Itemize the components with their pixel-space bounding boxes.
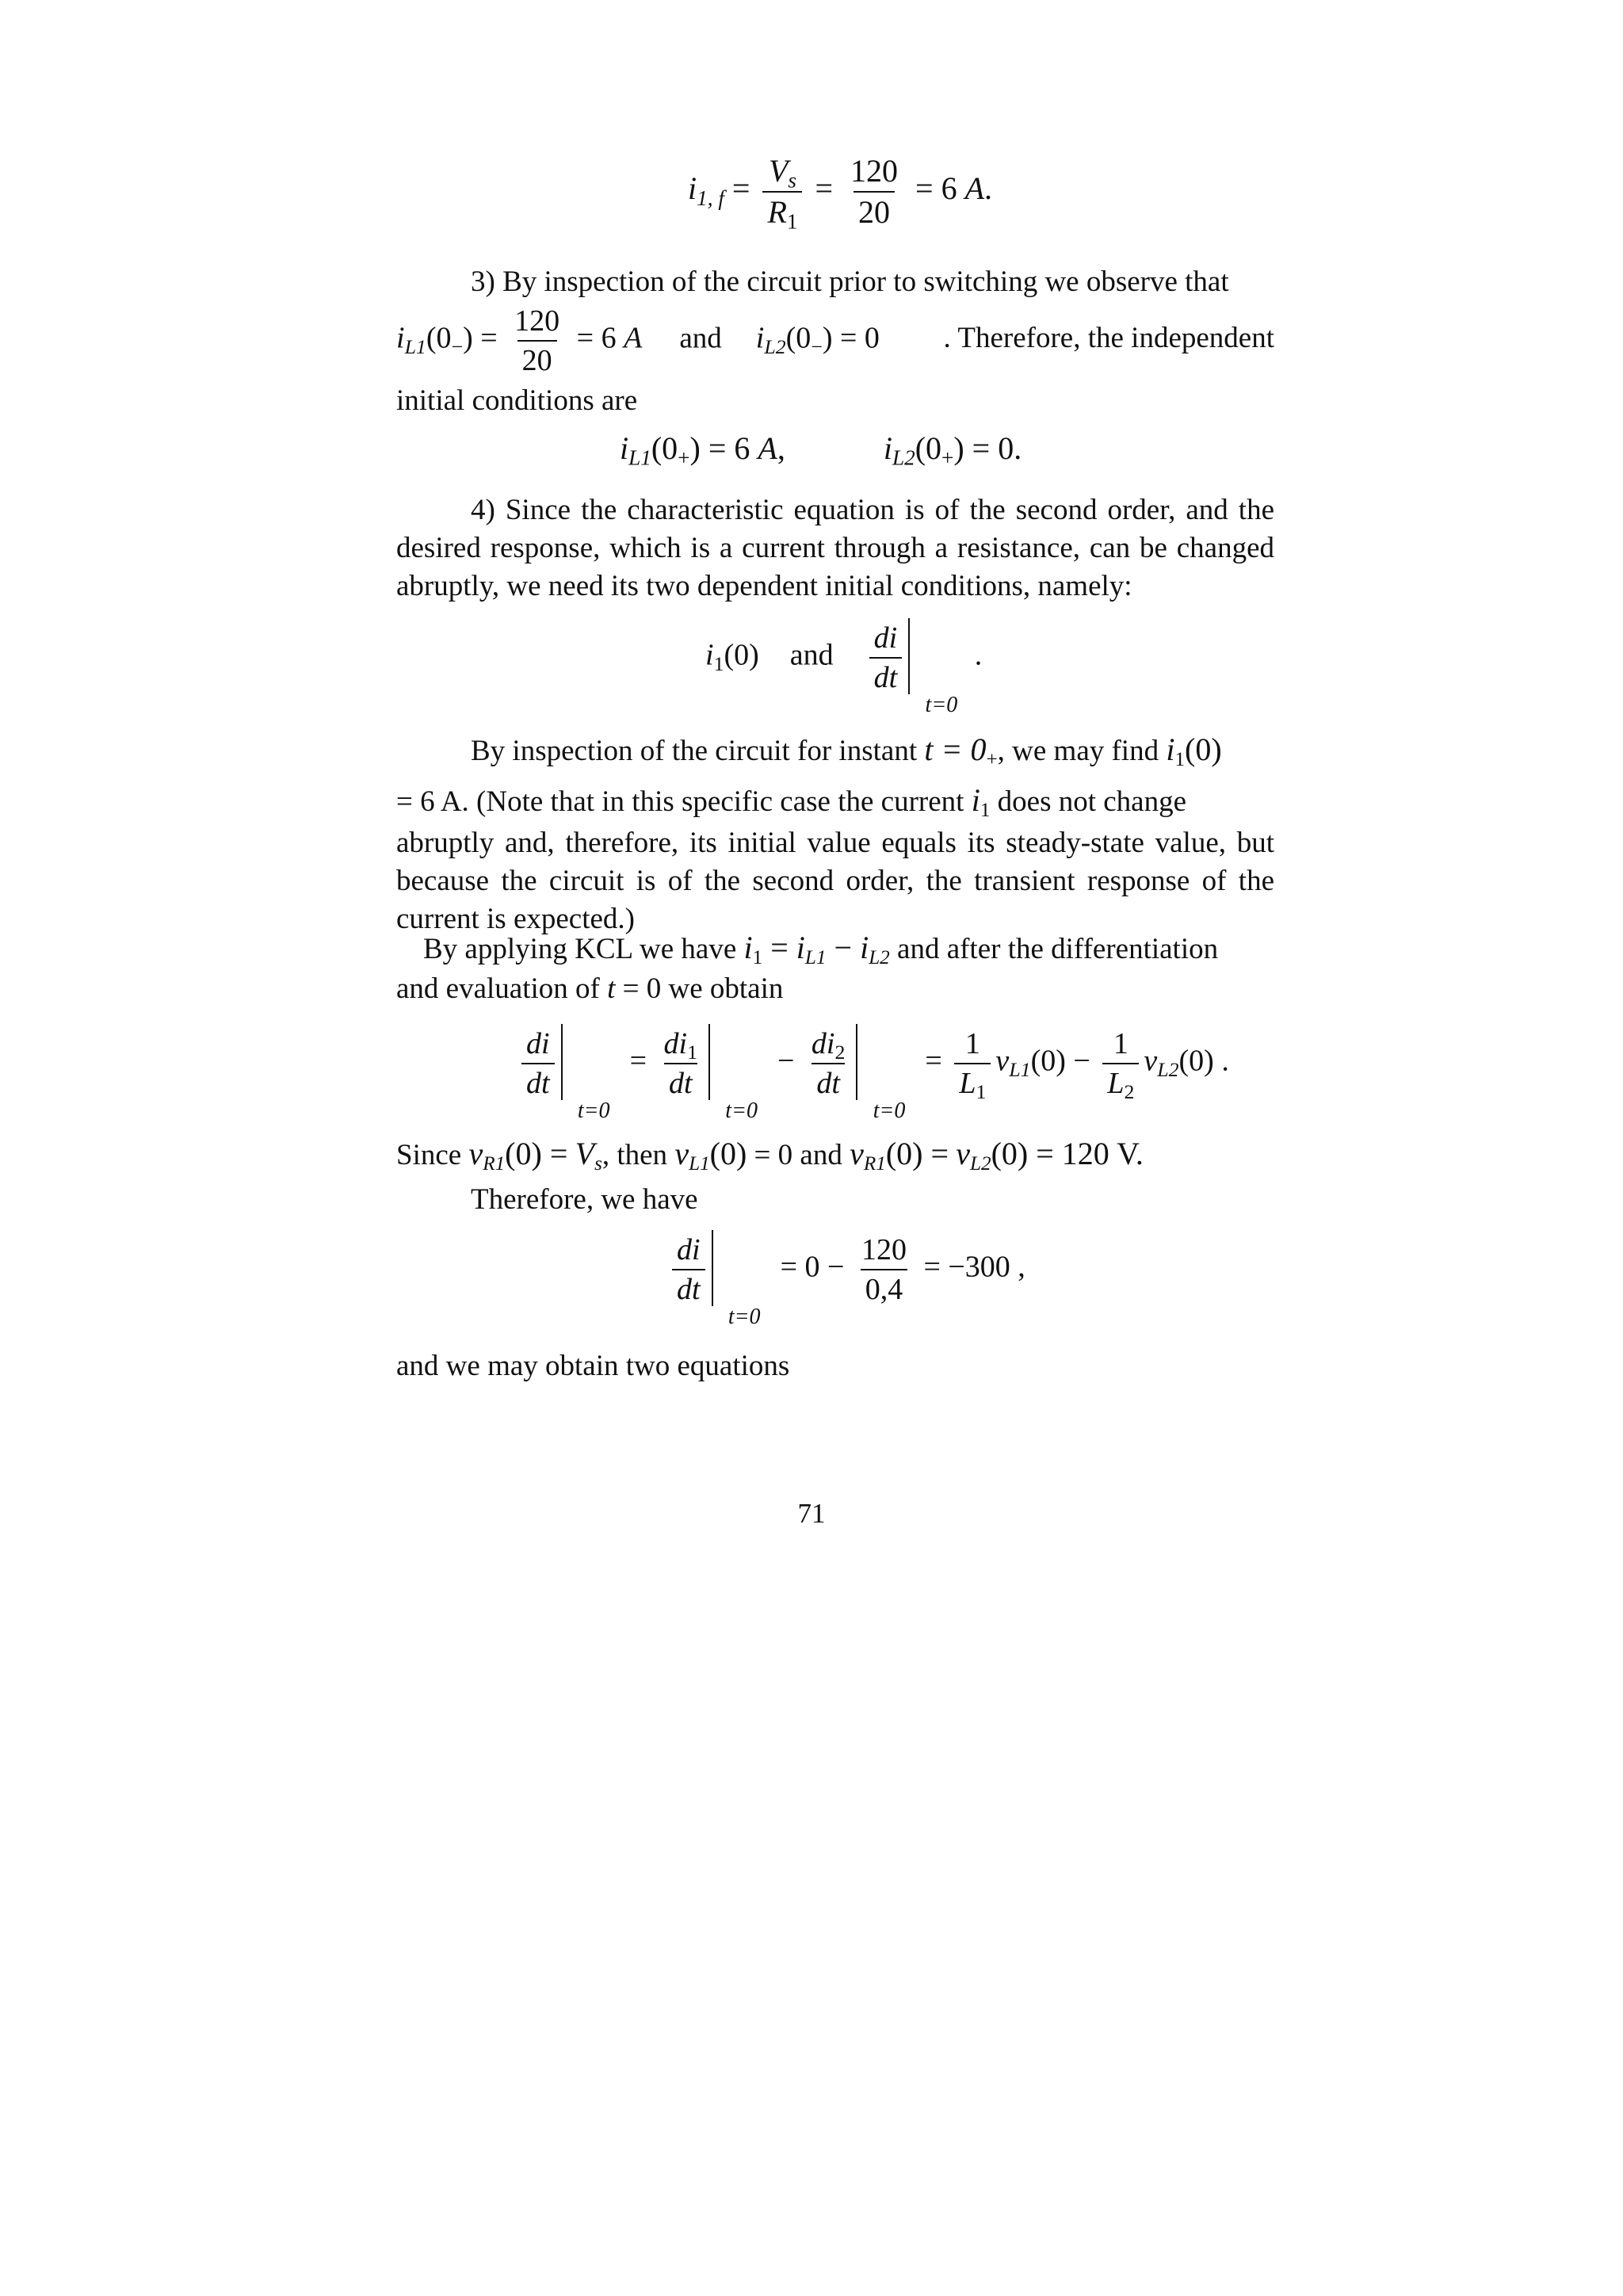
para-text: abruptly and, therefore, its initial value equals its steady-state value, but because the circuit is of the second order, the transient response of the current is expected.) bbox=[396, 827, 1274, 935]
fraction-1-l1 bbox=[954, 1027, 991, 1104]
para-text: . Therefore, the independent bbox=[943, 322, 1274, 354]
eq-sign: = bbox=[762, 930, 796, 965]
frac-den: L bbox=[959, 1067, 976, 1100]
equation-differentiation bbox=[517, 1027, 1229, 1123]
eq-sub: L1 bbox=[628, 445, 651, 470]
eq-var: v bbox=[674, 1136, 689, 1171]
frac-den: L bbox=[1107, 1067, 1125, 1100]
fraction-di-dt bbox=[521, 1029, 555, 1098]
eq-arg-sub: − bbox=[451, 334, 464, 358]
eq-end: . bbox=[1014, 430, 1022, 466]
eq-var: v bbox=[995, 1044, 1010, 1078]
fraction-vs-r1 bbox=[762, 153, 802, 234]
eq-sub: L2 bbox=[869, 947, 890, 969]
eq-arg: (0) = 120 V. bbox=[991, 1136, 1144, 1171]
fraction-di-dt bbox=[672, 1235, 705, 1305]
eq-arg-sub: − bbox=[811, 334, 823, 358]
eval-bar bbox=[561, 1024, 563, 1100]
eq-rhs: ) = 0 bbox=[953, 430, 1014, 466]
eq-arg-sub: + bbox=[941, 445, 954, 470]
frac-num-sub: s bbox=[788, 168, 796, 193]
para-text: = 6 A. (Note that in this specific case the current bbox=[396, 785, 964, 818]
eq-result: = 6 bbox=[576, 321, 617, 355]
eval-bar bbox=[708, 1024, 710, 1100]
eq-sub: L1 bbox=[1009, 1057, 1031, 1081]
frac-num: 1 bbox=[964, 1027, 980, 1060]
eq-arg: (0 bbox=[426, 321, 452, 355]
para-text: does not change bbox=[997, 785, 1187, 818]
paragraph-5-line1 bbox=[471, 732, 1274, 771]
frac-den-var: R bbox=[767, 194, 787, 230]
eq-arg: (0) = bbox=[885, 1136, 949, 1171]
fraction-120-04 bbox=[857, 1235, 911, 1305]
frac-num-var: V bbox=[768, 153, 789, 189]
eq-arg: (0) bbox=[724, 638, 759, 672]
eq-comma: , bbox=[777, 430, 785, 466]
eval-subscript: t=0 bbox=[925, 693, 958, 717]
frac-den: 20 bbox=[517, 340, 557, 376]
paragraph-6-line2 bbox=[396, 970, 1274, 1008]
eq-arg: (0 bbox=[651, 430, 678, 466]
equation-initial-plus bbox=[620, 430, 1022, 470]
eq-var: v bbox=[1144, 1044, 1158, 1078]
eq-sub: 1, f bbox=[697, 185, 724, 210]
frac-num-sub: 1 bbox=[687, 1041, 697, 1064]
frac-num: 120 bbox=[850, 153, 899, 189]
eq-sub: L2 bbox=[764, 334, 786, 358]
paragraph-7 bbox=[396, 1136, 1144, 1175]
eq-arg-close: ) = bbox=[463, 321, 498, 355]
eq-sub: 1 bbox=[713, 651, 724, 675]
para-text: = 0 we obtain bbox=[622, 972, 784, 1005]
eq-rhs: = −300 , bbox=[923, 1250, 1025, 1284]
eq-var: v bbox=[850, 1136, 864, 1171]
frac-den: dt bbox=[672, 1269, 705, 1305]
eq-var: i bbox=[688, 170, 697, 207]
eq-t-sub: + bbox=[986, 749, 998, 771]
eq-sub: R1 bbox=[863, 1153, 886, 1175]
paragraph-4 bbox=[396, 491, 1274, 606]
eq-sign: = bbox=[815, 170, 834, 207]
para-text: and we may obtain two equations bbox=[396, 1350, 790, 1382]
eq-var: i bbox=[860, 930, 869, 965]
eq-sub: L1 bbox=[804, 947, 827, 969]
paragraph-6-line1 bbox=[423, 930, 1274, 969]
eq-arg: (0) = bbox=[505, 1136, 568, 1171]
equation-result bbox=[667, 1233, 1025, 1329]
eq-sign: = bbox=[731, 170, 750, 207]
eval-subscript: t=0 bbox=[727, 1305, 761, 1329]
eval-bar bbox=[712, 1230, 713, 1306]
frac-num: di bbox=[663, 1027, 688, 1060]
eq-sub: s bbox=[594, 1153, 602, 1175]
eq-result: 6 bbox=[941, 170, 957, 207]
frac-num: di bbox=[677, 1233, 701, 1266]
para-text: , we may find bbox=[997, 735, 1159, 767]
eval-subscript: t=0 bbox=[725, 1098, 758, 1123]
derivative-eval bbox=[667, 1233, 761, 1329]
para-text: = 0 and bbox=[754, 1139, 842, 1171]
eq-sub: L2 bbox=[970, 1153, 991, 1175]
para-text: Therefore, we have bbox=[471, 1183, 698, 1216]
paragraph-8 bbox=[471, 1181, 1274, 1219]
derivative-eval bbox=[802, 1027, 906, 1123]
eq-sign: = bbox=[925, 1044, 942, 1078]
eq-sub: 1 bbox=[752, 947, 763, 969]
fraction-di-dt bbox=[869, 623, 903, 693]
para-text: and bbox=[679, 322, 722, 355]
para-text: and after the differentiation bbox=[897, 933, 1219, 965]
eq-sign: = bbox=[629, 1044, 647, 1078]
fraction-120-20 bbox=[846, 155, 903, 228]
eq-rhs: = 0 − bbox=[780, 1250, 845, 1284]
derivative-eval bbox=[517, 1027, 610, 1123]
eq-var: i bbox=[1166, 732, 1175, 767]
frac-num: di bbox=[526, 1027, 550, 1060]
eq-end: . bbox=[984, 170, 993, 207]
frac-num: 120 bbox=[514, 304, 560, 338]
eq-sub: L1 bbox=[404, 334, 426, 358]
eq-sub: 1 bbox=[1174, 749, 1186, 771]
eq-var: i bbox=[705, 638, 714, 672]
paragraph-3-line1 bbox=[396, 263, 1274, 301]
frac-den: dt bbox=[812, 1063, 845, 1098]
paragraph-5-line2 bbox=[396, 782, 1274, 822]
eq-arg: (0) − bbox=[1030, 1044, 1090, 1078]
frac-den-sub: 2 bbox=[1124, 1080, 1135, 1104]
eq-arg: (0 bbox=[915, 430, 942, 466]
eq-unit: A bbox=[964, 170, 985, 207]
eq-arg-close: ) = 0 bbox=[822, 321, 880, 355]
para-text: Since bbox=[396, 1139, 462, 1171]
eq-var: v bbox=[956, 1136, 971, 1171]
eq-sub: L1 bbox=[689, 1153, 710, 1175]
fraction-1-l2 bbox=[1102, 1027, 1139, 1104]
eq-var: v bbox=[468, 1136, 483, 1171]
para-text: 4) Since the characteristic equation is of the second order, and the desired response, which is a current through a resistance, can be changed abruptly, we need its two dependent initial conditions, namely: bbox=[396, 494, 1274, 602]
eq-unit: A bbox=[624, 321, 643, 355]
eq-sub: R1 bbox=[483, 1153, 506, 1175]
eq-var: i bbox=[796, 930, 805, 965]
eval-subscript: t=0 bbox=[577, 1098, 610, 1123]
para-text: 3) By inspection of the circuit prior to switching we observe that bbox=[471, 266, 1229, 298]
para-text: By inspection of the circuit for instant bbox=[471, 735, 918, 767]
eq-var: i bbox=[743, 930, 753, 965]
eq-sign: − bbox=[777, 1044, 795, 1078]
paragraph-9 bbox=[396, 1347, 1274, 1385]
eq-var: i bbox=[971, 782, 980, 818]
eq-sub: L2 bbox=[1157, 1057, 1179, 1081]
eq-unit: A bbox=[758, 430, 777, 466]
frac-den: dt bbox=[521, 1063, 555, 1098]
eq-var: t bbox=[607, 972, 616, 1005]
frac-den: 0,4 bbox=[861, 1269, 908, 1305]
eq-var: i bbox=[883, 430, 892, 466]
frac-den-sub: 1 bbox=[976, 1080, 987, 1104]
frac-den: dt bbox=[869, 657, 903, 693]
eq-var: i bbox=[620, 430, 629, 466]
eq-rhs: ) = 6 bbox=[689, 430, 750, 466]
eq-var: i bbox=[396, 321, 405, 355]
para-text: initial conditions are bbox=[396, 384, 638, 417]
equation-namely bbox=[705, 621, 983, 717]
frac-den-sub: 1 bbox=[786, 209, 798, 234]
eq-var: i bbox=[755, 321, 765, 355]
eq-sub: 1 bbox=[980, 800, 991, 822]
page-number: 71 bbox=[797, 1498, 826, 1529]
frac-num: 120 bbox=[861, 1233, 907, 1266]
frac-num: di bbox=[811, 1027, 835, 1060]
eq-sign: = bbox=[915, 170, 934, 207]
eq-end: . bbox=[974, 638, 983, 672]
frac-den: dt bbox=[664, 1063, 697, 1098]
paragraph-3-line3 bbox=[396, 382, 1274, 420]
derivative-eval bbox=[865, 621, 958, 717]
eq-and: and bbox=[789, 638, 834, 672]
eq-arg: (0 bbox=[785, 321, 812, 355]
eq-arg: (0) bbox=[1185, 732, 1222, 767]
eq-t: t = 0 bbox=[924, 732, 987, 767]
equation-i1f bbox=[688, 153, 993, 234]
equation-initial-minus bbox=[396, 306, 880, 376]
fraction-120-20 bbox=[510, 306, 564, 376]
eq-arg: (0) . bbox=[1178, 1044, 1229, 1078]
eq-sub: L2 bbox=[892, 445, 915, 470]
eval-subscript: t=0 bbox=[873, 1098, 906, 1123]
paragraph-3-line2-tail bbox=[883, 323, 1274, 353]
eq-arg: (0) bbox=[709, 1136, 747, 1171]
eval-bar bbox=[908, 618, 910, 694]
eq-sign: − bbox=[826, 930, 861, 965]
para-text: By applying KCL we have bbox=[423, 933, 737, 965]
derivative-eval bbox=[655, 1027, 758, 1123]
frac-num: 1 bbox=[1113, 1027, 1128, 1060]
eval-bar bbox=[856, 1024, 857, 1100]
frac-num: di bbox=[873, 621, 898, 655]
para-text: and evaluation of bbox=[396, 972, 600, 1005]
paragraph-5-rest bbox=[396, 824, 1274, 938]
frac-den: 20 bbox=[854, 191, 895, 228]
frac-num-sub: 2 bbox=[834, 1041, 846, 1064]
fraction-di2-dt bbox=[807, 1029, 850, 1098]
para-text: , then bbox=[601, 1139, 668, 1171]
fraction-di1-dt bbox=[659, 1029, 702, 1098]
eq-arg-sub: + bbox=[678, 445, 690, 470]
eq-var: V bbox=[575, 1136, 595, 1171]
